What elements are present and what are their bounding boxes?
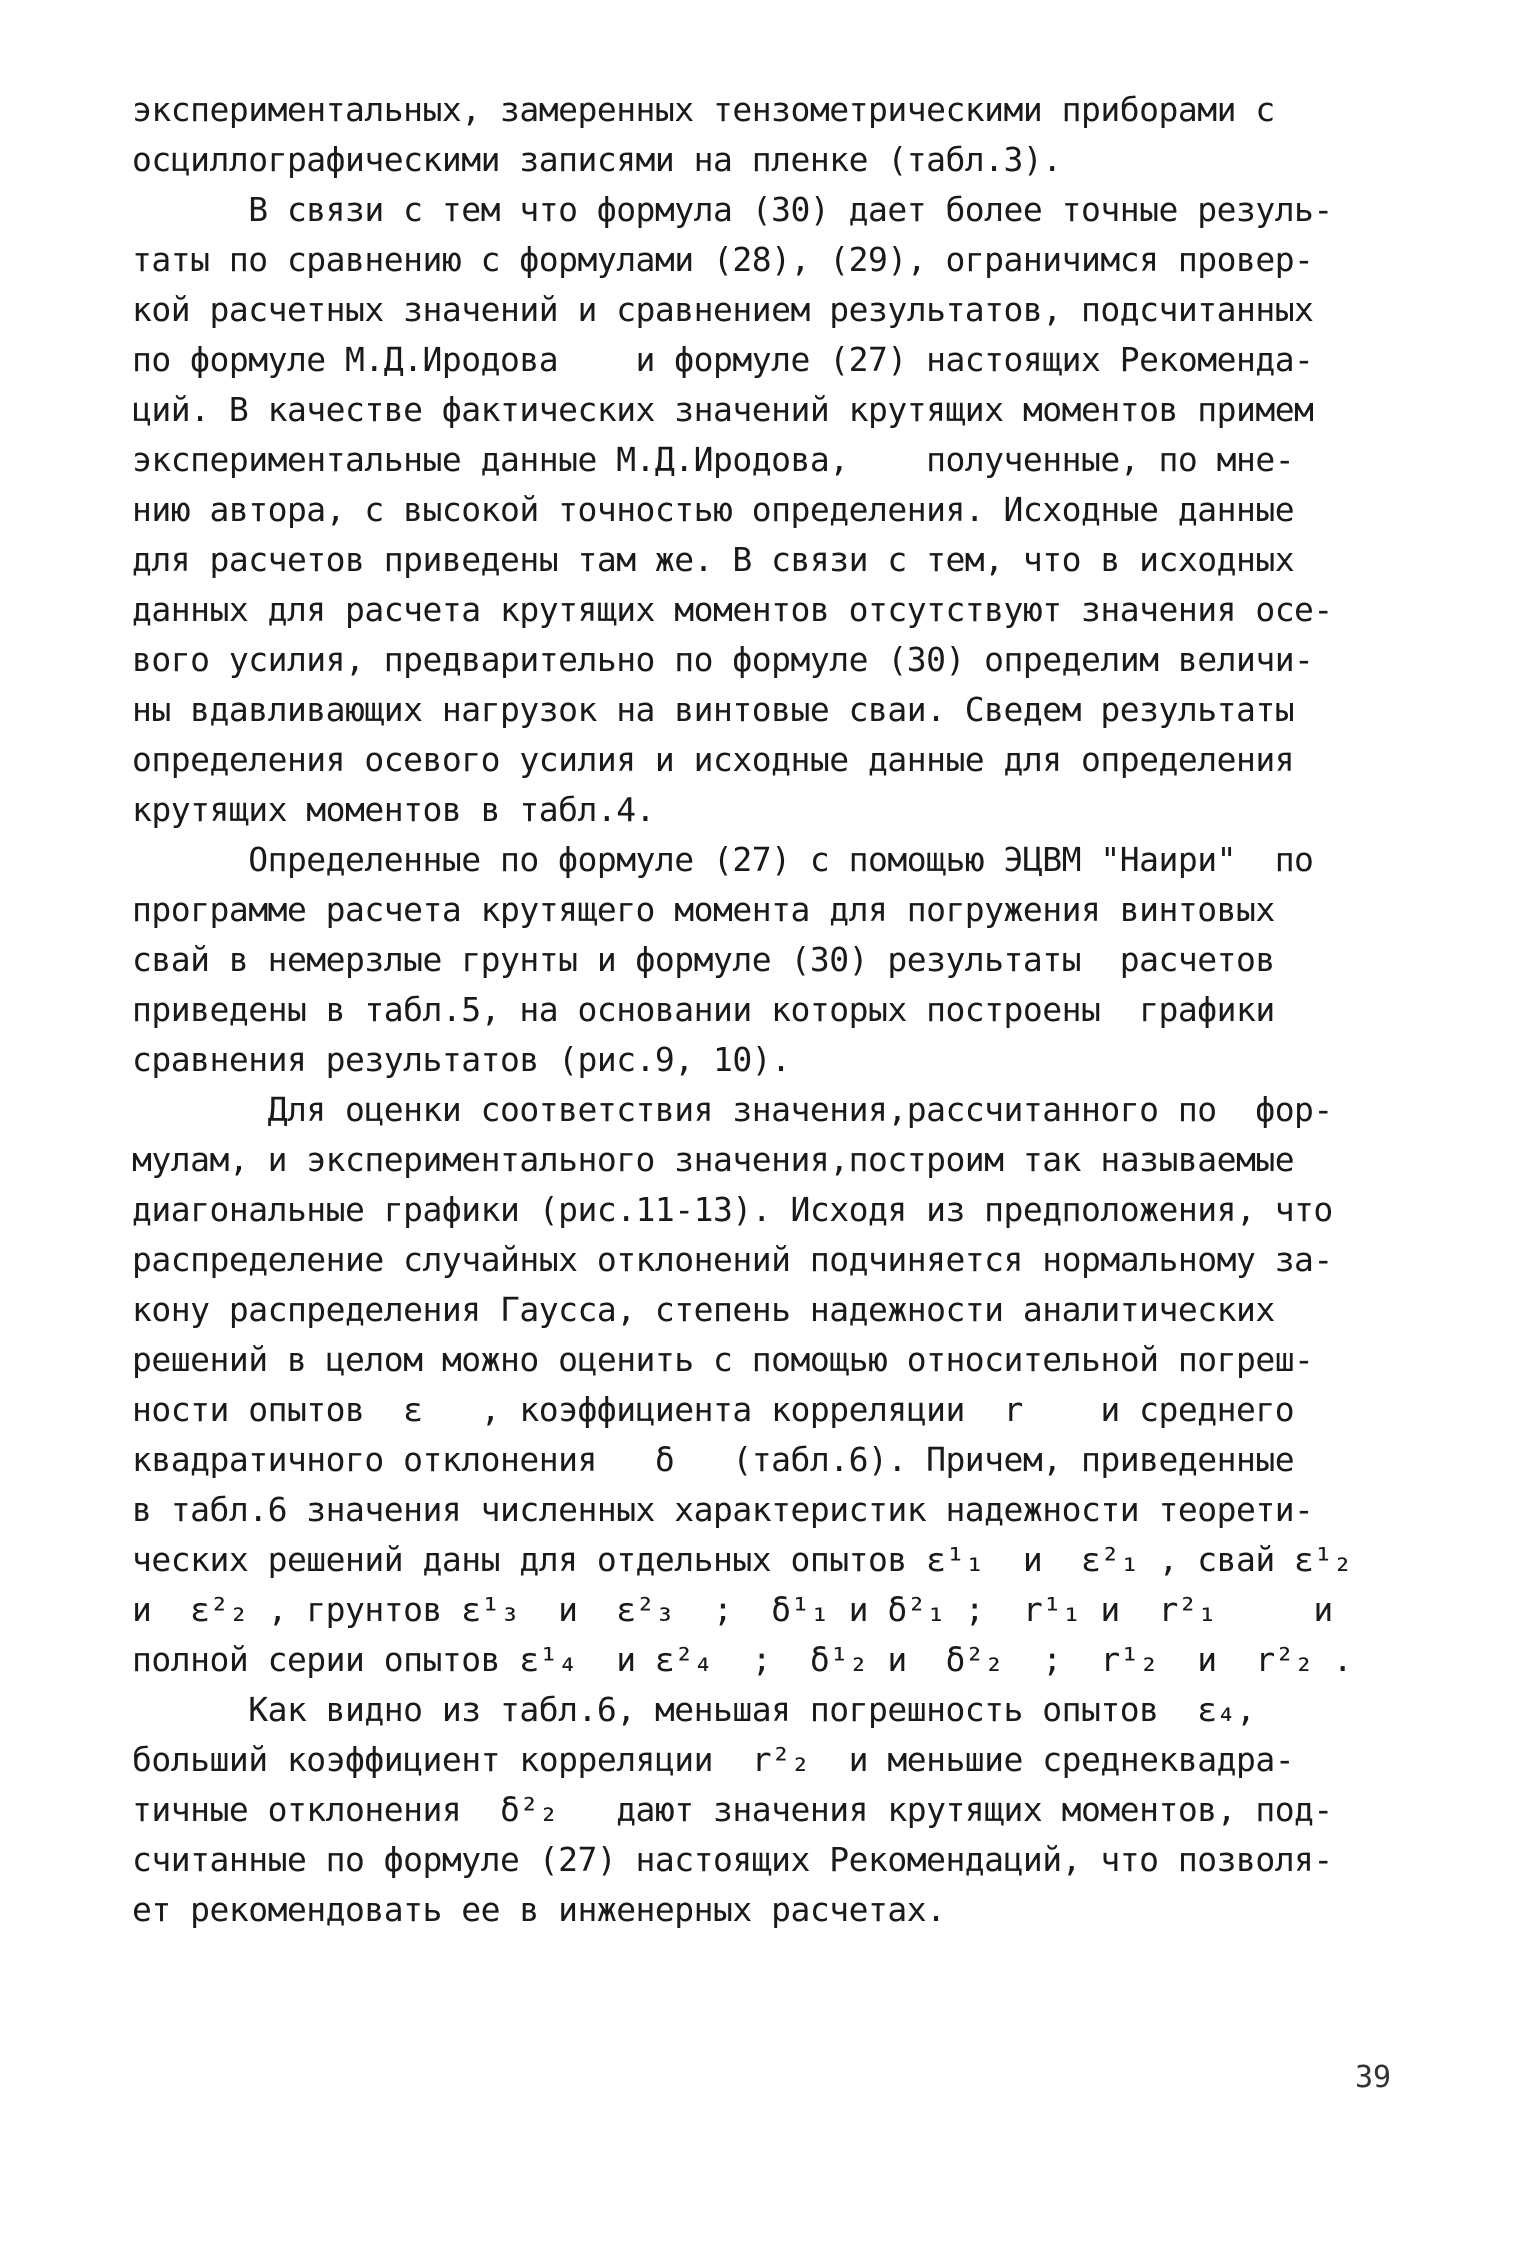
text-line: свай в немерзлые грунты и формуле (30) результаты расчетов <box>132 940 1275 979</box>
text-line: Для оценки соответствия значения,рассчитанного по фор- <box>132 1090 1333 1129</box>
text-line: данных для расчета крутящих моментов отсутствуют значения осе- <box>132 590 1333 629</box>
text-line: в табл.6 значения численных характеристик надежности теорети- <box>132 1490 1314 1529</box>
text-line: больший коэффициент корреляции r²₂ и меньшие среднеквадра- <box>132 1740 1295 1779</box>
page-number: 39 <box>1355 2060 1392 2095</box>
text-line: ности опытов ε , коэффициента корреляции r и среднего <box>132 1390 1295 1429</box>
text-line: осциллографическими записями на пленке (табл.3). <box>132 140 1062 179</box>
text-line: экспериментальных, замеренных тензометрическими приборами с <box>132 90 1275 129</box>
text-line: по формуле М.Д.Иродова и формуле (27) настоящих Рекоменда- <box>132 340 1314 379</box>
text-line: Определенные по формуле (27) с помощью ЭЦВМ "Наири" по <box>132 840 1314 879</box>
text-line: распределение случайных отклонений подчиняется нормальному за- <box>132 1240 1333 1279</box>
text-line: решений в целом можно оценить с помощью относительной погреш- <box>132 1340 1314 1379</box>
text-line: мулам, и экспериментального значения,построим так называемые <box>132 1140 1295 1179</box>
text-line: крутящих моментов в табл.4. <box>132 790 655 829</box>
text-line: программе расчета крутящего момента для погружения винтовых <box>132 890 1275 929</box>
text-line: квадратичного отклонения δ (табл.6). Причем, приведенные <box>132 1440 1295 1479</box>
text-line: ны вдавливающих нагрузок на винтовые сваи. Сведем результаты <box>132 690 1295 729</box>
text-line: ческих решений даны для отдельных опытов ε¹₁ и ε²₁ , свай ε¹₂ <box>132 1540 1353 1579</box>
text-line: для расчетов приведены там же. В связи с тем, что в исходных <box>132 540 1295 579</box>
text-line: ет рекомендовать ее в инженерных расчетах. <box>132 1890 946 1929</box>
text-line: таты по сравнению с формулами (28), (29), ограничимся провер- <box>132 240 1314 279</box>
text-line: считанные по формуле (27) настоящих Рекомендаций, что позволя- <box>132 1840 1333 1879</box>
text-line: диагональные графики (рис.11-13). Исходя из предположения, что <box>132 1190 1333 1229</box>
text-line: и ε²₂ , грунтов ε¹₃ и ε²₃ ; δ¹₁ и δ²₁ ; r¹₁ и r²₁ и <box>132 1590 1333 1629</box>
text-line: нию автора, с высокой точностью определения. Исходные данные <box>132 490 1295 529</box>
text-line: вого усилия, предварительно по формуле (30) определим величи- <box>132 640 1314 679</box>
text-line: ций. В качестве фактических значений крутящих моментов примем <box>132 390 1314 429</box>
text-line: экспериментальные данные М.Д.Иродова, полученные, по мне- <box>132 440 1295 479</box>
text-line: кой расчетных значений и сравнением результатов, подсчитанных <box>132 290 1314 329</box>
text-line: приведены в табл.5, на основании которых построены графики <box>132 990 1275 1029</box>
text-line: определения осевого усилия и исходные данные для определения <box>132 740 1295 779</box>
text-line: кону распределения Гаусса, степень надежности аналитических <box>132 1290 1275 1329</box>
text-line: Как видно из табл.6, меньшая погрешность опытов ε₄, <box>132 1690 1256 1729</box>
text-line: сравнения результатов (рис.9, 10). <box>132 1040 791 1079</box>
text-line: В связи с тем что формула (30) дает более точные резуль- <box>132 190 1333 229</box>
text-line: полной серии опытов ε¹₄ и ε²₄ ; δ¹₂ и δ²₂ ; r¹₂ и r²₂ . <box>132 1640 1353 1679</box>
text-line: тичные отклонения δ²₂ дают значения крутящих моментов, под- <box>132 1790 1333 1829</box>
